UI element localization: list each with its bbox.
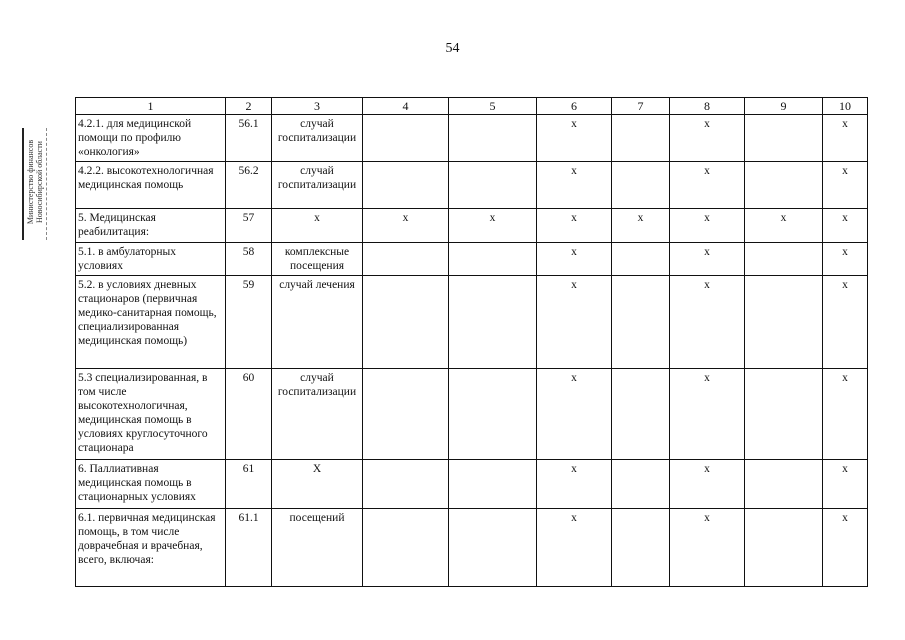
cell-col9	[745, 162, 823, 209]
row-code: 56.1	[226, 115, 272, 162]
cell-col6: x	[537, 162, 612, 209]
cell-col9	[745, 369, 823, 460]
row-unit: комплексные посещения	[272, 243, 363, 276]
cell-col5: x	[449, 209, 537, 243]
cell-col6: x	[537, 209, 612, 243]
data-table	[75, 97, 868, 587]
header-cell: 8	[670, 98, 745, 115]
table-row	[76, 209, 868, 243]
table-row	[76, 115, 868, 162]
cell-col8: x	[670, 162, 745, 209]
header-cell: 2	[226, 98, 272, 115]
row-unit: случай госпитализации	[272, 369, 363, 460]
cell-col10: x	[823, 243, 868, 276]
cell-col9	[745, 460, 823, 509]
cell-col9	[745, 115, 823, 162]
row-unit: X	[272, 460, 363, 509]
row-unit: посещений	[272, 509, 363, 587]
cell-col7: x	[612, 209, 670, 243]
table-row	[76, 460, 868, 509]
row-unit: x	[272, 209, 363, 243]
row-code: 58	[226, 243, 272, 276]
cell-col4	[363, 162, 449, 209]
cell-col7	[612, 243, 670, 276]
cell-col6: x	[537, 460, 612, 509]
row-name: 5. Медицинская реабилитация:	[76, 209, 226, 243]
cell-col10: x	[823, 509, 868, 587]
row-name: 6.1. первичная медицинская помощь, в том числе доврачебная и врачебная, всего, включая:	[76, 509, 226, 587]
cell-col8: x	[670, 209, 745, 243]
cell-col6: x	[537, 276, 612, 369]
cell-col4	[363, 460, 449, 509]
cell-col5	[449, 369, 537, 460]
cell-col8: x	[670, 243, 745, 276]
header-cell: 6	[537, 98, 612, 115]
cell-col10: x	[823, 369, 868, 460]
header-cell: 1	[76, 98, 226, 115]
table-row	[76, 509, 868, 587]
row-code: 57	[226, 209, 272, 243]
cell-col7	[612, 115, 670, 162]
cell-col10: x	[823, 115, 868, 162]
cell-col4	[363, 243, 449, 276]
header-cell: 7	[612, 98, 670, 115]
row-code: 61	[226, 460, 272, 509]
cell-col8: x	[670, 276, 745, 369]
cell-col7	[612, 509, 670, 587]
cell-col9	[745, 509, 823, 587]
cell-col7	[612, 369, 670, 460]
cell-col6: x	[537, 509, 612, 587]
row-unit: случай госпитализации	[272, 162, 363, 209]
cell-col8: x	[670, 460, 745, 509]
cell-col8: x	[670, 369, 745, 460]
header-cell: 5	[449, 98, 537, 115]
header-row	[76, 98, 868, 115]
cell-col7	[612, 162, 670, 209]
header-cell: 3	[272, 98, 363, 115]
cell-col5	[449, 276, 537, 369]
cell-col10: x	[823, 460, 868, 509]
row-code: 60	[226, 369, 272, 460]
cell-col4	[363, 115, 449, 162]
cell-col7	[612, 276, 670, 369]
cell-col8: x	[670, 115, 745, 162]
page-number: 54	[445, 41, 460, 56]
row-name: 5.2. в условиях дневных стационаров (первичная медико-санитарная помощь, специализированная медицинская помощь)	[76, 276, 226, 369]
cell-col5	[449, 460, 537, 509]
stamp-text: Министерство финансов Новосибирской области	[26, 139, 44, 225]
cell-col9	[745, 243, 823, 276]
row-name: 5.1. в амбулаторных условиях	[76, 243, 226, 276]
cell-col9: x	[745, 209, 823, 243]
cell-col8: x	[670, 509, 745, 587]
cell-col10: x	[823, 276, 868, 369]
cell-col5	[449, 243, 537, 276]
cell-col4	[363, 276, 449, 369]
cell-col10: x	[823, 209, 868, 243]
row-name: 4.2.1. для медицинской помощи по профилю «онкология»	[76, 115, 226, 162]
cell-col4	[363, 369, 449, 460]
cell-col10: x	[823, 162, 868, 209]
row-unit: случай госпитализации	[272, 115, 363, 162]
table-row	[76, 243, 868, 276]
row-code: 61.1	[226, 509, 272, 587]
row-code: 59	[226, 276, 272, 369]
row-unit: случай лечения	[272, 276, 363, 369]
row-name: 6. Паллиативная медицинская помощь в стационарных условиях	[76, 460, 226, 509]
registration-stamp	[22, 128, 47, 240]
cell-col7	[612, 460, 670, 509]
cell-col5	[449, 162, 537, 209]
cell-col5	[449, 509, 537, 587]
row-name: 5.3 специализированная, в том числе высокотехнологичная, медицинская помощь в условиях круглосуточного стационара	[76, 369, 226, 460]
table-row	[76, 369, 868, 460]
header-cell: 10	[823, 98, 868, 115]
cell-col6: x	[537, 369, 612, 460]
cell-col4	[363, 509, 449, 587]
cell-col6: x	[537, 115, 612, 162]
table-row	[76, 162, 868, 209]
header-cell: 4	[363, 98, 449, 115]
cell-col6: x	[537, 243, 612, 276]
cell-col4: x	[363, 209, 449, 243]
header-cell: 9	[745, 98, 823, 115]
table-row	[76, 276, 868, 369]
row-name: 4.2.2. высокотехнологичная медицинская помощь	[76, 162, 226, 209]
cell-col9	[745, 276, 823, 369]
cell-col5	[449, 115, 537, 162]
row-code: 56.2	[226, 162, 272, 209]
